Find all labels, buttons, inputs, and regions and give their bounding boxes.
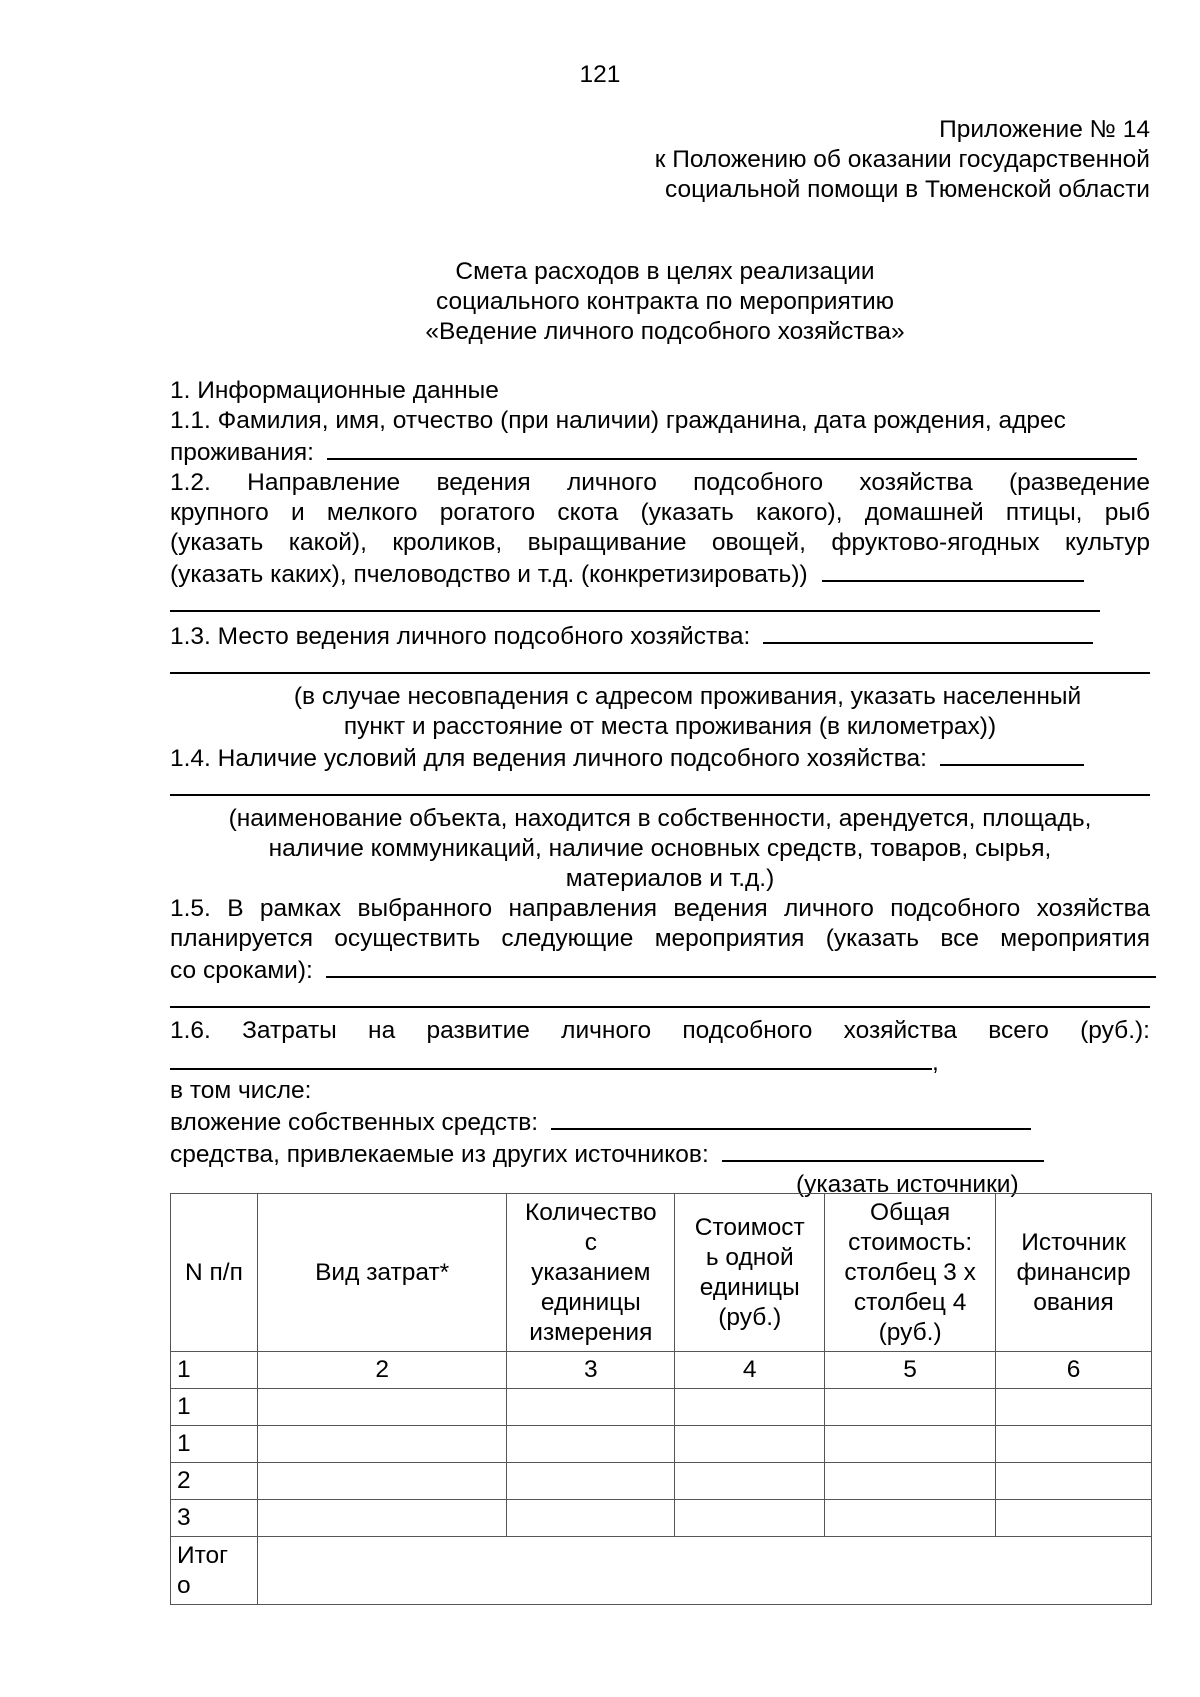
document-title <box>0 257 1200 347</box>
column-number-5: 5 <box>825 1352 996 1389</box>
item-1-3-line <box>170 620 1150 652</box>
cell-quantity[interactable] <box>507 1426 675 1463</box>
item-1-4-label: 1.4. Наличие условий для ведения личного подсобного хозяйства: <box>170 745 927 772</box>
item-1-4-line <box>170 742 1150 774</box>
header-funding-source-l3: ования <box>1033 1288 1114 1316</box>
cell-cost-type[interactable] <box>257 1500 506 1537</box>
cell-cost-type[interactable] <box>257 1463 506 1500</box>
cell-funding-source[interactable] <box>996 1500 1152 1537</box>
total-value-cell[interactable] <box>257 1537 1151 1605</box>
conditions-fill-line-1[interactable] <box>940 742 1084 766</box>
item-1-5-line-b: планируется осуществить следующие мероприятия (указать все мероприятия <box>170 925 1150 952</box>
header-funding-source-l2: финансир <box>1016 1258 1131 1286</box>
row-number: 1 <box>171 1426 258 1463</box>
other-funds-note: (указать источники) <box>796 1171 1019 1198</box>
section-heading: 1. Информационные данные <box>170 377 499 404</box>
header-unit-cost-l1: Стоимост <box>694 1213 805 1241</box>
activities-fill-line-1[interactable] <box>326 954 1156 978</box>
cell-funding-source[interactable] <box>996 1463 1152 1500</box>
item-1-6-line-a: 1.6. Затраты на развитие личного подсобного хозяйства всего (руб.): <box>170 1017 1150 1044</box>
title-line-1: Смета расходов в целях реализации <box>455 258 875 285</box>
column-number-4: 4 <box>675 1352 825 1389</box>
cell-unit-cost[interactable] <box>675 1426 825 1463</box>
cell-quantity[interactable] <box>507 1389 675 1426</box>
header-unit-cost-l4: (руб.) <box>718 1303 782 1331</box>
table-row <box>171 1463 1152 1500</box>
conditions-fill-line-2[interactable] <box>170 774 1150 796</box>
cell-unit-cost[interactable] <box>675 1389 825 1426</box>
header-total-cost-l4: столбец 4 <box>853 1288 967 1316</box>
header-quantity <box>507 1194 675 1352</box>
table-row <box>171 1426 1152 1463</box>
total-row <box>171 1537 1152 1605</box>
other-funds-line <box>170 1138 1150 1170</box>
header-funding-source-l1: Источник <box>1021 1228 1126 1256</box>
item-1-5-line-c <box>170 954 1150 986</box>
item-1-1-line-b <box>170 436 1150 468</box>
appendix-block <box>655 115 1150 205</box>
header-quantity-l5: измерения <box>529 1318 653 1346</box>
direction-fill-line-1[interactable] <box>822 558 1084 582</box>
item-1-2-line-b: крупного и мелкого рогатого скота (указать какого), домашней птицы, рыб <box>170 499 1150 526</box>
title-line-3: «Ведение личного подсобного хозяйства» <box>425 318 905 345</box>
header-quantity-l3: указанием <box>531 1258 651 1286</box>
header-cost-type-text: Вид затрат* <box>315 1258 450 1286</box>
place-fill-line-2[interactable] <box>170 652 1150 674</box>
title-line-2: социального контракта по мероприятию <box>435 288 895 315</box>
cell-cost-type[interactable] <box>257 1389 506 1426</box>
item-1-3-note-b: пункт и расстояние от места проживания (в километрах)) <box>343 713 997 740</box>
own-funds-label: вложение собственных средств: <box>170 1109 539 1136</box>
table-row <box>171 1500 1152 1537</box>
cell-total-cost[interactable] <box>825 1426 996 1463</box>
header-unit-cost <box>675 1194 825 1352</box>
column-number-6: 6 <box>996 1352 1152 1389</box>
appendix-line-2: к Положению об оказании государственной <box>654 146 1150 173</box>
own-funds-line <box>170 1106 1150 1138</box>
item-1-6-line-b <box>170 1046 1150 1076</box>
item-1-2-line-c: (указать какой), кроликов, выращивание овощей, фруктово-ягодных культур <box>170 529 1150 556</box>
header-cost-type <box>257 1194 506 1352</box>
total-label <box>171 1537 258 1605</box>
cell-total-cost[interactable] <box>825 1389 996 1426</box>
cell-quantity[interactable] <box>507 1463 675 1500</box>
cell-funding-source[interactable] <box>996 1426 1152 1463</box>
item-1-3-label: 1.3. Место ведения личного подсобного хозяйства: <box>170 623 751 650</box>
address-fill-line[interactable] <box>327 436 1137 460</box>
table-header-row <box>171 1194 1152 1352</box>
header-quantity-l1: Количество <box>525 1198 657 1226</box>
costs-comma: , <box>932 1049 939 1076</box>
header-total-cost-l5: (руб.) <box>878 1318 942 1346</box>
item-1-5-line-a: 1.5. В рамках выбранного направления ведения личного подсобного хозяйства <box>170 895 1150 922</box>
cell-total-cost[interactable] <box>825 1500 996 1537</box>
row-number: 3 <box>171 1500 258 1537</box>
column-number-3: 3 <box>507 1352 675 1389</box>
item-1-2-line-a: 1.2. Направление ведения личного подсобного хозяйства (разведение <box>170 469 1150 496</box>
item-1-4-note-b: наличие коммуникаций, наличие основных средств, товаров, сырья, <box>268 835 1052 862</box>
item-1-4-note-c: материалов и т.д.) <box>565 865 775 892</box>
item-1-2-line-d <box>170 558 1150 590</box>
header-total-cost-l1: Общая <box>870 1198 951 1226</box>
item-1-5-label: со сроками): <box>170 957 313 984</box>
header-total-cost-l2: стоимость: <box>848 1228 973 1256</box>
direction-fill-line-2[interactable] <box>170 590 1100 612</box>
cell-total-cost[interactable] <box>825 1463 996 1500</box>
header-quantity-l2: с <box>584 1228 597 1256</box>
appendix-line-1: Приложение № 14 <box>939 116 1150 143</box>
page-number: 121 <box>579 61 621 88</box>
item-1-2-label: (указать каких), пчеловодство и т.д. (конкретизировать)) <box>170 561 808 588</box>
item-1-1-line-a: 1.1. Фамилия, имя, отчество (при наличии) гражданина, дата рождения, адрес <box>170 407 1066 434</box>
appendix-line-3: социальной помощи в Тюменской области <box>664 176 1150 203</box>
other-funds-fill-line[interactable] <box>722 1138 1044 1162</box>
header-quantity-l4: единицы <box>540 1288 641 1316</box>
header-unit-cost-l3: единицы <box>699 1273 800 1301</box>
total-label-l2: о <box>177 1571 191 1599</box>
cell-quantity[interactable] <box>507 1500 675 1537</box>
header-number-text: N п/п <box>185 1258 243 1286</box>
own-funds-fill-line[interactable] <box>551 1106 1031 1130</box>
table-row <box>171 1389 1152 1426</box>
cost-estimate-table <box>170 1193 1152 1605</box>
column-number-1: 1 <box>171 1352 258 1389</box>
column-number-row <box>171 1352 1152 1389</box>
place-fill-line-1[interactable] <box>763 620 1093 644</box>
item-1-4-note-a: (наименование объекта, находится в собственности, арендуется, площадь, <box>228 805 1092 832</box>
activities-fill-line-2[interactable] <box>170 986 1150 1008</box>
total-label-l1: Итог <box>177 1541 229 1569</box>
cell-funding-source[interactable] <box>996 1389 1152 1426</box>
row-number: 1 <box>171 1389 258 1426</box>
header-total-cost <box>825 1194 996 1352</box>
header-funding-source <box>996 1194 1152 1352</box>
other-funds-label: средства, привлекаемые из других источников: <box>170 1141 709 1168</box>
costs-fill-line[interactable] <box>170 1046 932 1070</box>
row-number: 2 <box>171 1463 258 1500</box>
column-number-2: 2 <box>257 1352 506 1389</box>
item-1-1-label: проживания: <box>170 439 314 466</box>
cell-cost-type[interactable] <box>257 1426 506 1463</box>
item-1-3-note-a: (в случае несовпадения с адресом проживания, указать населенный <box>293 683 1082 710</box>
header-number <box>171 1194 258 1352</box>
cell-unit-cost[interactable] <box>675 1463 825 1500</box>
information-section <box>170 376 1150 1200</box>
cell-unit-cost[interactable] <box>675 1500 825 1537</box>
header-unit-cost-l2: ь одной <box>705 1243 794 1271</box>
header-total-cost-l3: столбец 3 х <box>844 1258 976 1286</box>
including-label: в том числе: <box>170 1077 312 1104</box>
